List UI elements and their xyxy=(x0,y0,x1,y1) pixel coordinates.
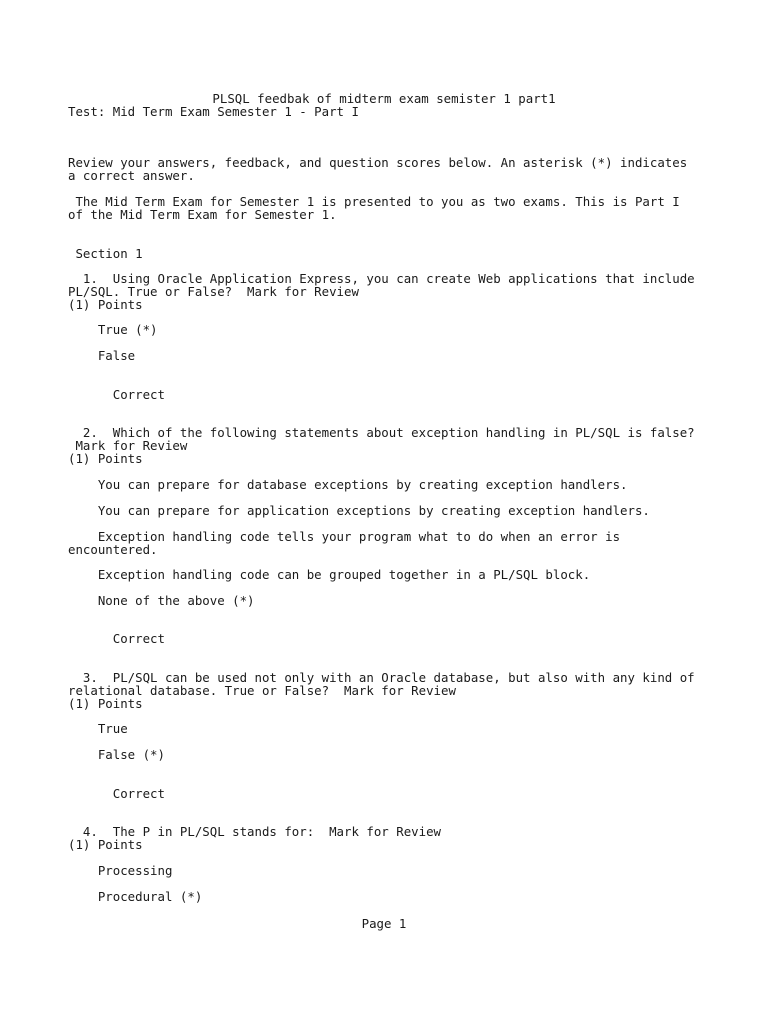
question-4-points: (1) Points xyxy=(68,837,143,852)
question-1-line-2: PL/SQL. True or False? Mark for Review xyxy=(68,284,359,299)
question-3-points: (1) Points xyxy=(68,696,143,711)
question-2-option-5: None of the above (*) xyxy=(68,593,255,608)
question-1-option-1: True (*) xyxy=(68,322,158,337)
question-2-option-2: You can prepare for application exceptions by creating exception handlers. xyxy=(68,503,650,518)
question-3-feedback: Correct xyxy=(68,786,165,801)
question-1-points: (1) Points xyxy=(68,297,143,312)
question-2-option-4: Exception handling code can be grouped together in a PL/SQL block. xyxy=(68,567,591,582)
question-3-option-2: False (*) xyxy=(68,747,165,762)
question-2-points: (1) Points xyxy=(68,451,143,466)
question-3-line-1: 3. PL/SQL can be used not only with an Oracle database, but also with any kind of xyxy=(68,670,695,685)
part-note-line-1: The Mid Term Exam for Semester 1 is presented to you as two exams. This is Part I xyxy=(68,194,680,209)
question-4-option-1: Processing xyxy=(68,863,173,878)
question-4-line-1: 4. The P in PL/SQL stands for: Mark for Review xyxy=(68,824,441,839)
document-title: PLSQL feedbak of midterm exam semister 1 part1 xyxy=(212,91,556,106)
test-line: Test: Mid Term Exam Semester 1 - Part I xyxy=(68,104,359,119)
intro-line-1: Review your answers, feedback, and question scores below. An asterisk (*) indicates xyxy=(68,155,688,170)
question-3-line-2: relational database. True or False? Mark for Review xyxy=(68,683,456,698)
question-1-feedback: Correct xyxy=(68,387,165,402)
question-2-line-2: Mark for Review xyxy=(68,438,188,453)
question-2-feedback: Correct xyxy=(68,631,165,646)
section-heading: Section 1 xyxy=(68,246,143,261)
question-3-option-1: True xyxy=(68,721,128,736)
question-2-option-3-line-1: Exception handling code tells your program what to do when an error is xyxy=(68,529,621,544)
question-1-option-2: False xyxy=(68,348,136,363)
page-number: Page 1 xyxy=(361,916,407,931)
intro-line-2: a correct answer. xyxy=(68,168,195,183)
question-4-option-2: Procedural (*) xyxy=(68,889,203,904)
part-note-line-2: of the Mid Term Exam for Semester 1. xyxy=(68,207,337,222)
question-2-option-3-line-2: encountered. xyxy=(68,542,158,557)
question-1-line-1: 1. Using Oracle Application Express, you can create Web applications that include xyxy=(68,271,695,286)
question-2-option-1: You can prepare for database exceptions by creating exception handlers. xyxy=(68,477,628,492)
question-2-line-1: 2. Which of the following statements about exception handling in PL/SQL is false? xyxy=(68,425,695,440)
